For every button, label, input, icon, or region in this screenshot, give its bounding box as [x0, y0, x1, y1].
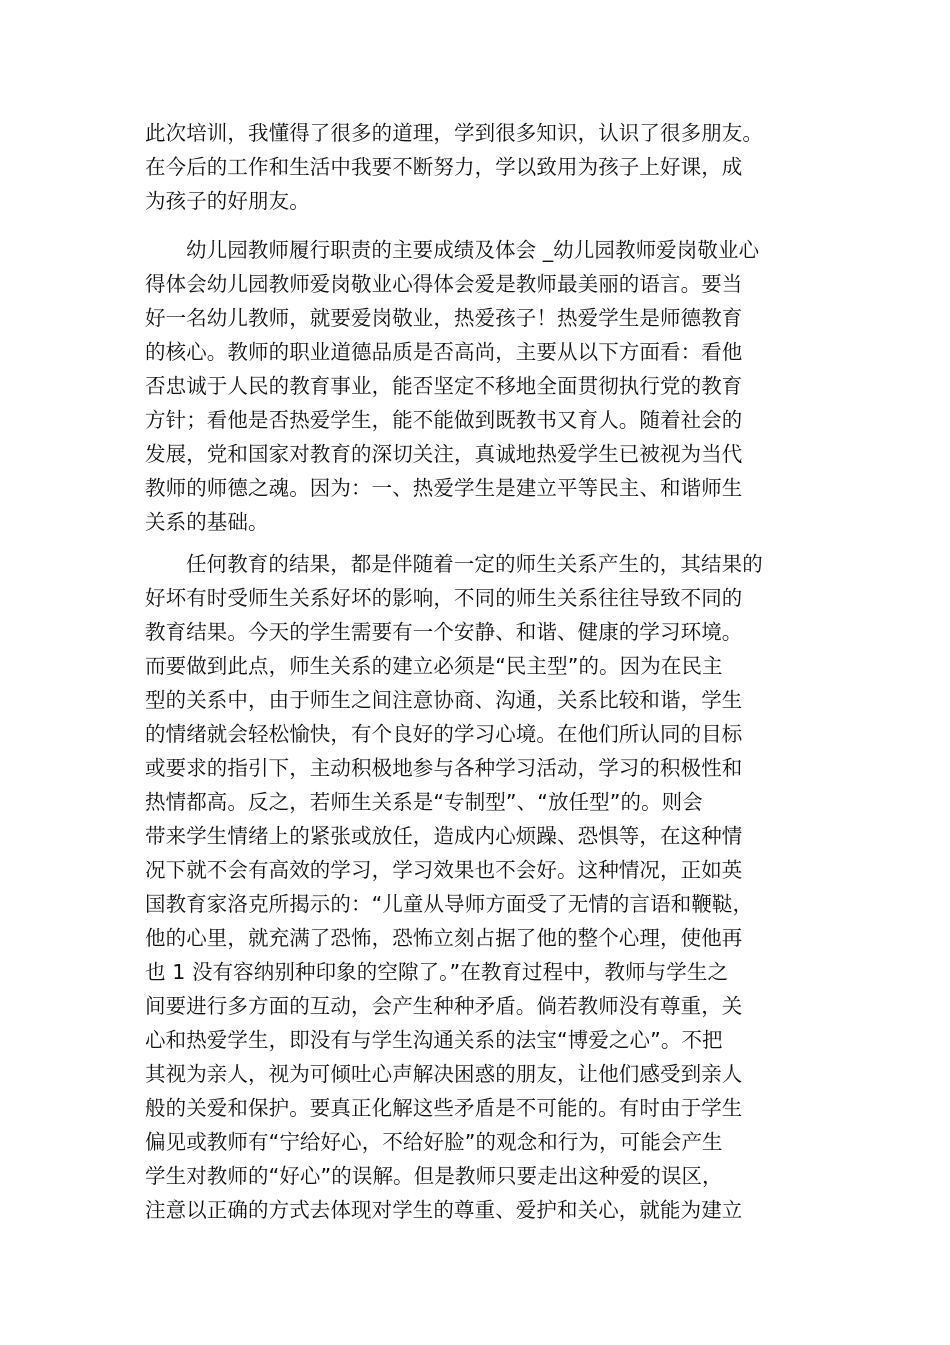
paragraph-training-summary: [145, 116, 785, 218]
text-line: 学生对教师的“好心”的误解。但是教师只要走出这种爱的误区，: [145, 1164, 723, 1188]
text-line: 教育结果。今天的学生需要有一个安静、和谐、健康的学习环境。: [145, 620, 743, 644]
text-line: 方针；看他是否热爱学生，能不能做到既教书又育人。随着社会的: [145, 408, 743, 432]
text-line: 其视为亲人，视为可倾吐心声解决困惑的朋友，让他们感受到亲人: [145, 1062, 743, 1086]
text-line: 幼儿园教师履行职责的主要成绩及体会 _幼儿园教师爱岗敬业心: [186, 238, 760, 262]
paragraph-teacher-student-relationship: [145, 547, 785, 1227]
text-line: 任何教育的结果，都是伴随着一定的师生关系产生的，其结果的: [186, 552, 763, 576]
text-line: 得体会幼儿园教师爱岗敬业心得体会爱是教师最美丽的语言。要当: [145, 272, 743, 296]
text-line: 般的关爱和保护。要真正化解这些矛盾是不可能的。有时由于学生: [145, 1096, 743, 1120]
text-line: 或要求的指引下，主动积极地参与各种学习活动，学习的积极性和: [145, 756, 743, 780]
text-line: 也 1 没有容纳别种印象的空隙了。”在教育过程中，教师与学生之: [145, 960, 729, 984]
paragraph-duties-and-dedication: [145, 233, 785, 539]
text-line: 关系的基础。: [145, 510, 269, 534]
text-line: 间要进行多方面的互动，会产生种种矛盾。倘若教师没有尊重，关: [145, 994, 743, 1018]
text-line: 而要做到此点，师生关系的建立必须是“民主型”的。因为在民主: [145, 654, 723, 678]
text-line: 偏见或教师有“宁给好心，不给好脸”的观念和行为，可能会产生: [145, 1130, 723, 1154]
text-line: 型的关系中，由于师生之间注意协商、沟通，关系比较和谐，学生: [145, 688, 743, 712]
text-line: 热情都高。反之，若师生关系是“专制型”、“放任型”的。则会: [145, 790, 703, 814]
text-line: 此次培训，我懂得了很多的道理，学到很多知识，认识了很多朋友。: [145, 121, 763, 145]
text-line: 教师的师德之魂。因为：一、热爱学生是建立平等民主、和谐师生: [145, 476, 743, 500]
text-line: 发展，党和国家对教育的深切关注，真诚地热爱学生已被视为当代: [145, 442, 743, 466]
text-line: 的核心。教师的职业道德品质是否高尚，主要从以下方面看：看他: [145, 340, 743, 364]
text-line: 为孩子的好朋友。: [145, 189, 310, 213]
text-line: 在今后的工作和生活中我要不断努力，学以致用为孩子上好课，成: [145, 155, 743, 179]
text-line: 注意以正确的方式去体现对学生的尊重、爱护和关心，就能为建立: [145, 1198, 743, 1222]
text-line: 带来学生情绪上的紧张或放任，造成内心烦躁、恐惧等，在这种情: [145, 824, 743, 848]
text-line: 心和热爱学生，即没有与学生沟通关系的法宝“博爱之心”。不把: [145, 1028, 723, 1052]
text-line: 况下就不会有高效的学习，学习效果也不会好。这种情况，正如英: [145, 858, 743, 882]
text-line: 否忠诚于人民的教育事业，能否坚定不移地全面贯彻执行党的教育: [145, 374, 743, 398]
text-line: 好坏有时受师生关系好坏的影响，不同的师生关系往往导致不同的: [145, 586, 743, 610]
text-line: 好一名幼儿教师，就要爱岗敬业，热爱孩子！热爱学生是师德教育: [145, 306, 743, 330]
text-line: 的情绪就会轻松愉快，有个良好的学习心境。在他们所认同的目标: [145, 722, 743, 746]
text-line: 国教育家洛克所揭示的：“儿童从导师方面受了无情的言语和鞭鞑，: [145, 892, 754, 916]
text-line: 他的心里，就充满了恐怖，恐怖立刻占据了他的整个心理，使他再: [145, 926, 743, 950]
